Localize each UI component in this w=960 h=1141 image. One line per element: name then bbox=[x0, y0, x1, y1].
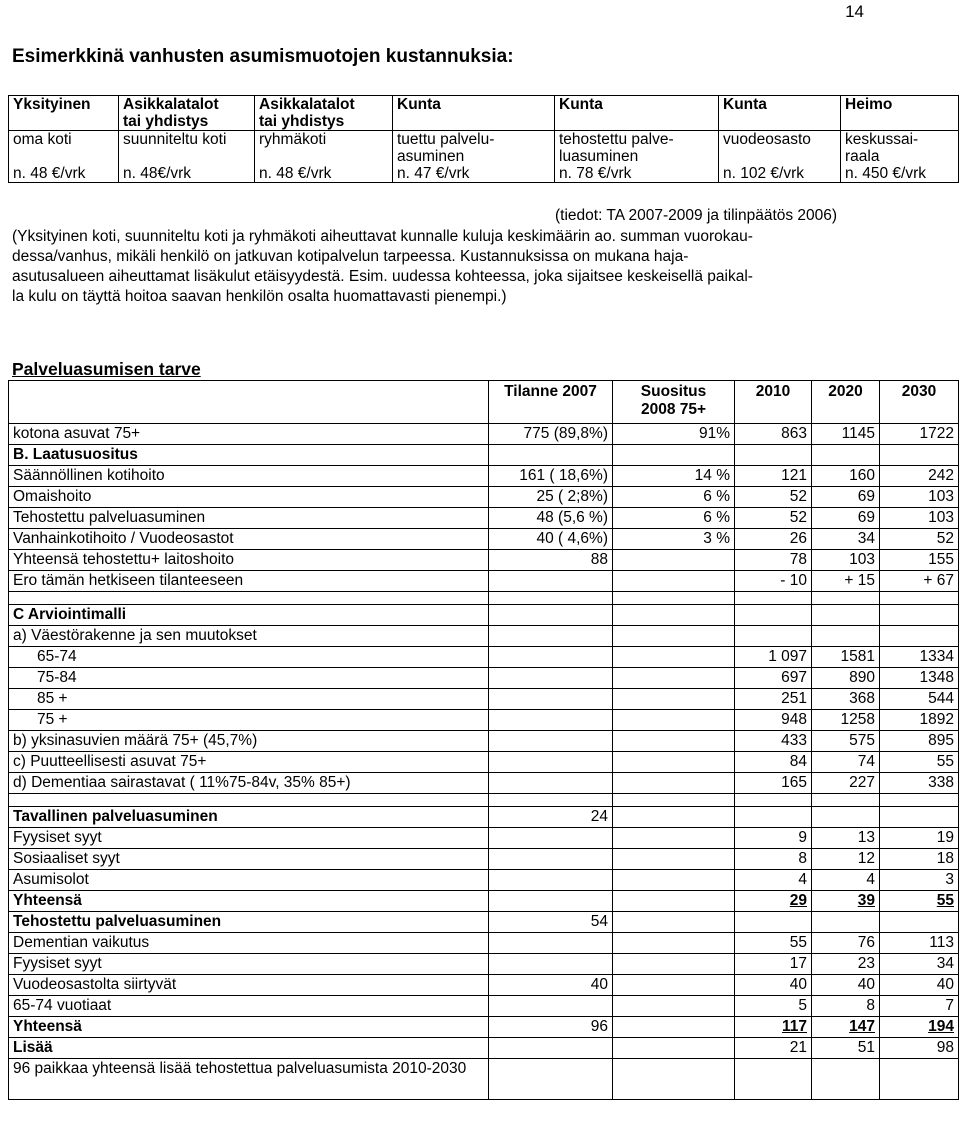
cost-note bbox=[12, 227, 952, 307]
cell-s: 91% bbox=[613, 424, 735, 445]
header-suositus-line2: 2008 75+ bbox=[640, 401, 707, 418]
row-label: Lisää bbox=[9, 1038, 489, 1059]
cell-a: 52 bbox=[735, 487, 812, 508]
cell-t bbox=[489, 647, 613, 668]
cell-t bbox=[489, 592, 613, 605]
cell-a: 121 bbox=[735, 466, 812, 487]
cost-type bbox=[393, 131, 555, 166]
cell-t bbox=[489, 731, 613, 752]
cell-b: 368 bbox=[812, 689, 880, 710]
cell-c: 1892 bbox=[880, 710, 959, 731]
header-2030: 2030 bbox=[880, 381, 959, 424]
table-row bbox=[9, 647, 959, 668]
cell-s bbox=[613, 689, 735, 710]
table-row bbox=[9, 807, 959, 828]
header-tilanne: Tilanne 2007 bbox=[489, 381, 613, 424]
cell-b: 160 bbox=[812, 466, 880, 487]
table-row bbox=[9, 550, 959, 571]
section-title: Palveluasumisen tarve bbox=[12, 359, 201, 379]
cost-value: n. 78 €/vrk bbox=[555, 165, 719, 183]
cell-b: 1145 bbox=[812, 424, 880, 445]
row-label: Dementian vaikutus bbox=[9, 933, 489, 954]
cost-table-types bbox=[9, 131, 959, 166]
cell-s bbox=[613, 592, 735, 605]
cell-s bbox=[613, 807, 735, 828]
cell-t: 161 ( 18,6%) bbox=[489, 466, 613, 487]
row-label bbox=[9, 794, 489, 807]
cell-a: 117 bbox=[735, 1017, 812, 1038]
cost-type-line1: tehostettu palve- bbox=[559, 131, 674, 148]
need-table-header bbox=[9, 381, 959, 424]
cell-a bbox=[735, 794, 812, 807]
cell-t bbox=[489, 870, 613, 891]
cost-table-costs bbox=[9, 165, 959, 183]
table-row bbox=[9, 752, 959, 773]
cell-s bbox=[613, 1059, 735, 1100]
cell-b: 51 bbox=[812, 1038, 880, 1059]
row-label: Ero tämän hetkiseen tilanteeseen bbox=[9, 571, 489, 592]
cell-c bbox=[880, 794, 959, 807]
cell-s bbox=[613, 996, 735, 1017]
row-label: Yhteensä tehostettu+ laitoshoito bbox=[9, 550, 489, 571]
need-table bbox=[8, 380, 959, 1100]
cost-provider bbox=[841, 96, 959, 131]
cell-c: 1348 bbox=[880, 668, 959, 689]
row-label: Säännöllinen kotihoito bbox=[9, 466, 489, 487]
cell-a: 29 bbox=[735, 891, 812, 912]
cost-type bbox=[9, 131, 119, 166]
cell-s bbox=[613, 647, 735, 668]
cell-c: 34 bbox=[880, 954, 959, 975]
cell-b: 74 bbox=[812, 752, 880, 773]
cell-c: 103 bbox=[880, 487, 959, 508]
table-row bbox=[9, 731, 959, 752]
cell-t bbox=[489, 794, 613, 807]
cell-b: 890 bbox=[812, 668, 880, 689]
cell-s bbox=[613, 954, 735, 975]
cell-t bbox=[489, 773, 613, 794]
cell-c: 7 bbox=[880, 996, 959, 1017]
cell-c: 895 bbox=[880, 731, 959, 752]
cell-c bbox=[880, 592, 959, 605]
cell-a bbox=[735, 445, 812, 466]
row-label: 65-74 bbox=[9, 647, 489, 668]
cell-a: 52 bbox=[735, 508, 812, 529]
cost-provider bbox=[393, 96, 555, 131]
cell-a: 5 bbox=[735, 996, 812, 1017]
row-label: 85 + bbox=[9, 689, 489, 710]
cost-provider-line1: Heimo bbox=[845, 96, 893, 113]
cell-t: 54 bbox=[489, 912, 613, 933]
cell-t bbox=[489, 689, 613, 710]
cell-b bbox=[812, 807, 880, 828]
table-row bbox=[9, 1038, 959, 1059]
cell-b bbox=[812, 912, 880, 933]
cell-b: 39 bbox=[812, 891, 880, 912]
cell-t bbox=[489, 954, 613, 975]
table-row bbox=[9, 1017, 959, 1038]
cell-t bbox=[489, 933, 613, 954]
cell-t bbox=[489, 828, 613, 849]
page-number: 14 bbox=[845, 2, 864, 21]
cell-s bbox=[613, 891, 735, 912]
cell-b: + 15 bbox=[812, 571, 880, 592]
row-label: Vuodeosastolta siirtyvät bbox=[9, 975, 489, 996]
cell-b bbox=[812, 445, 880, 466]
row-label: a) Väestörakenne ja sen muutokset bbox=[9, 626, 489, 647]
header-suositus bbox=[613, 381, 735, 424]
cell-b: 23 bbox=[812, 954, 880, 975]
cell-t bbox=[489, 445, 613, 466]
cell-s: 14 % bbox=[613, 466, 735, 487]
cell-a: 251 bbox=[735, 689, 812, 710]
table-row bbox=[9, 794, 959, 807]
cell-b bbox=[812, 592, 880, 605]
cell-c bbox=[880, 626, 959, 647]
table-row bbox=[9, 605, 959, 626]
cost-provider-line1: Asikkalatalot bbox=[259, 96, 355, 113]
cell-b bbox=[812, 605, 880, 626]
cell-b: 1581 bbox=[812, 647, 880, 668]
cell-s bbox=[613, 710, 735, 731]
cost-type-line1: ryhmäkoti bbox=[259, 131, 327, 148]
cell-c: 3 bbox=[880, 870, 959, 891]
cell-b: 69 bbox=[812, 508, 880, 529]
cell-c: 242 bbox=[880, 466, 959, 487]
header-2010: 2010 bbox=[735, 381, 812, 424]
cost-table bbox=[8, 95, 959, 183]
cell-b: 575 bbox=[812, 731, 880, 752]
cell-s: 6 % bbox=[613, 487, 735, 508]
cell-c: 338 bbox=[880, 773, 959, 794]
table-row bbox=[9, 954, 959, 975]
cell-a bbox=[735, 605, 812, 626]
table-row bbox=[9, 710, 959, 731]
row-label: b) yksinasuvien määrä 75+ (45,7%) bbox=[9, 731, 489, 752]
cell-b: 4 bbox=[812, 870, 880, 891]
cell-b: 13 bbox=[812, 828, 880, 849]
cell-c: 155 bbox=[880, 550, 959, 571]
cell-c: 52 bbox=[880, 529, 959, 550]
row-label: Yhteensä bbox=[9, 891, 489, 912]
cell-a: 17 bbox=[735, 954, 812, 975]
note-line: asutusalueen aiheuttamat lisäkulut etäisyydestä. Esim. uudessa kohteessa, joka sijaitsee keskeisellä paikal- bbox=[12, 268, 753, 285]
cell-t bbox=[489, 891, 613, 912]
cell-b: 40 bbox=[812, 975, 880, 996]
cell-a: 21 bbox=[735, 1038, 812, 1059]
cell-b: 227 bbox=[812, 773, 880, 794]
cell-c: 55 bbox=[880, 752, 959, 773]
cost-provider-line1: Kunta bbox=[559, 96, 603, 113]
cell-s bbox=[613, 571, 735, 592]
table-row bbox=[9, 689, 959, 710]
cell-t bbox=[489, 668, 613, 689]
cell-c: 113 bbox=[880, 933, 959, 954]
cell-t bbox=[489, 571, 613, 592]
cell-c bbox=[880, 445, 959, 466]
cost-source: (tiedot: TA 2007-2009 ja tilinpäätös 2006) bbox=[555, 207, 838, 224]
cell-a: 697 bbox=[735, 668, 812, 689]
cost-provider bbox=[119, 96, 255, 131]
table-row bbox=[9, 487, 959, 508]
cost-type bbox=[719, 131, 841, 166]
cell-s bbox=[613, 975, 735, 996]
cell-a: 84 bbox=[735, 752, 812, 773]
note-line: la kulu on täyttä hoitoa saavan henkilön osalta huomattavasti pienempi.) bbox=[12, 288, 507, 305]
cell-c: 98 bbox=[880, 1038, 959, 1059]
header-suositus-line1: Suositus bbox=[640, 383, 707, 400]
table-row bbox=[9, 592, 959, 605]
cell-c bbox=[880, 605, 959, 626]
row-label: kotona asuvat 75+ bbox=[9, 424, 489, 445]
cost-provider-line1: Kunta bbox=[397, 96, 441, 113]
cell-b: 34 bbox=[812, 529, 880, 550]
table-row bbox=[9, 912, 959, 933]
cell-t bbox=[489, 710, 613, 731]
cell-a: 8 bbox=[735, 849, 812, 870]
cell-t bbox=[489, 849, 613, 870]
table-row bbox=[9, 508, 959, 529]
cell-s bbox=[613, 731, 735, 752]
cell-t: 40 ( 4,6%) bbox=[489, 529, 613, 550]
cell-a: - 10 bbox=[735, 571, 812, 592]
cost-provider-line2: tai yhdistys bbox=[123, 113, 209, 130]
cost-type-line2: raala bbox=[845, 148, 880, 165]
cell-c: 18 bbox=[880, 849, 959, 870]
row-label: 65-74 vuotiaat bbox=[9, 996, 489, 1017]
cost-provider-line1: Yksityinen bbox=[13, 96, 91, 113]
cell-s bbox=[613, 849, 735, 870]
cell-s bbox=[613, 1038, 735, 1059]
cell-b: 103 bbox=[812, 550, 880, 571]
cell-s bbox=[613, 668, 735, 689]
cell-b: 12 bbox=[812, 849, 880, 870]
cost-provider-line1: Kunta bbox=[723, 96, 767, 113]
cost-provider bbox=[719, 96, 841, 131]
table-row bbox=[9, 424, 959, 445]
cost-type bbox=[841, 131, 959, 166]
table-row bbox=[9, 975, 959, 996]
row-label: Asumisolot bbox=[9, 870, 489, 891]
cost-value: n. 47 €/vrk bbox=[393, 165, 555, 183]
cell-t: 775 (89,8%) bbox=[489, 424, 613, 445]
table-row bbox=[9, 668, 959, 689]
cost-value: n. 450 €/vrk bbox=[841, 165, 959, 183]
cell-s bbox=[613, 605, 735, 626]
cell-c: + 67 bbox=[880, 571, 959, 592]
row-label: c) Puutteellisesti asuvat 75+ bbox=[9, 752, 489, 773]
cell-b bbox=[812, 1059, 880, 1100]
cell-s bbox=[613, 912, 735, 933]
cell-s bbox=[613, 870, 735, 891]
cost-table-header bbox=[9, 96, 959, 131]
cell-s bbox=[613, 773, 735, 794]
row-label: 75 + bbox=[9, 710, 489, 731]
cell-a: 55 bbox=[735, 933, 812, 954]
cost-value: n. 102 €/vrk bbox=[719, 165, 841, 183]
row-label bbox=[9, 592, 489, 605]
cost-type-line1: oma koti bbox=[13, 131, 72, 148]
cell-a: 948 bbox=[735, 710, 812, 731]
table-row bbox=[9, 933, 959, 954]
cell-c: 194 bbox=[880, 1017, 959, 1038]
cost-value: n. 48€/vrk bbox=[119, 165, 255, 183]
cell-t: 88 bbox=[489, 550, 613, 571]
cost-provider bbox=[555, 96, 719, 131]
cell-t: 48 (5,6 %) bbox=[489, 508, 613, 529]
cost-type-line2: asuminen bbox=[397, 148, 465, 165]
cell-s bbox=[613, 828, 735, 849]
row-label: Tehostettu palveluasuminen bbox=[9, 508, 489, 529]
row-label: Tehostettu palveluasuminen bbox=[9, 912, 489, 933]
cost-type-line1: tuettu palvelu- bbox=[397, 131, 495, 148]
cell-c: 19 bbox=[880, 828, 959, 849]
cell-t: 25 ( 2;8%) bbox=[489, 487, 613, 508]
cost-provider-line1: Asikkalatalot bbox=[123, 96, 219, 113]
cell-a bbox=[735, 1059, 812, 1100]
cell-t bbox=[489, 1038, 613, 1059]
cost-type bbox=[119, 131, 255, 166]
cell-a: 9 bbox=[735, 828, 812, 849]
cell-a: 40 bbox=[735, 975, 812, 996]
cell-a: 26 bbox=[735, 529, 812, 550]
cell-t: 40 bbox=[489, 975, 613, 996]
cell-a: 78 bbox=[735, 550, 812, 571]
cell-b: 147 bbox=[812, 1017, 880, 1038]
row-label: Omaishoito bbox=[9, 487, 489, 508]
row-label: C Arviointimalli bbox=[9, 605, 489, 626]
table-row bbox=[9, 445, 959, 466]
cell-t bbox=[489, 996, 613, 1017]
table-row bbox=[9, 870, 959, 891]
cell-a: 1 097 bbox=[735, 647, 812, 668]
cell-t bbox=[489, 752, 613, 773]
cell-t bbox=[489, 605, 613, 626]
cell-s: 3 % bbox=[613, 529, 735, 550]
cell-a: 433 bbox=[735, 731, 812, 752]
cell-c: 544 bbox=[880, 689, 959, 710]
cost-provider-line2: tai yhdistys bbox=[259, 113, 345, 130]
note-line: dessa/vanhus, mikäli henkilö on jatkuvan kotipalvelun tarpeessa. Kustannuksissa on mukana haja- bbox=[12, 248, 689, 265]
table-row bbox=[9, 828, 959, 849]
cell-t: 96 bbox=[489, 1017, 613, 1038]
cell-c bbox=[880, 807, 959, 828]
cell-b: 69 bbox=[812, 487, 880, 508]
cell-s bbox=[613, 445, 735, 466]
row-label: B. Laatusuositus bbox=[9, 445, 489, 466]
row-label: d) Dementiaa sairastavat ( 11%75-84v, 35% 85+) bbox=[9, 773, 489, 794]
cell-c: 1722 bbox=[880, 424, 959, 445]
table-row bbox=[9, 626, 959, 647]
cell-s bbox=[613, 794, 735, 807]
cell-s bbox=[613, 626, 735, 647]
page-title: Esimerkkinä vanhusten asumismuotojen kustannuksia: bbox=[12, 46, 514, 67]
cell-t: 24 bbox=[489, 807, 613, 828]
cell-s bbox=[613, 550, 735, 571]
table-row bbox=[9, 571, 959, 592]
cell-c: 1334 bbox=[880, 647, 959, 668]
cell-s bbox=[613, 1017, 735, 1038]
cell-a bbox=[735, 807, 812, 828]
row-label: 75-84 bbox=[9, 668, 489, 689]
cell-b: 1258 bbox=[812, 710, 880, 731]
row-label: Sosiaaliset syyt bbox=[9, 849, 489, 870]
cell-s: 6 % bbox=[613, 508, 735, 529]
table-row bbox=[9, 849, 959, 870]
cell-b: 76 bbox=[812, 933, 880, 954]
cost-type-line1: keskussai- bbox=[845, 131, 919, 148]
cell-a bbox=[735, 912, 812, 933]
cost-value: n. 48 €/vrk bbox=[255, 165, 393, 183]
cost-provider bbox=[255, 96, 393, 131]
row-label: Tavallinen palveluasuminen bbox=[9, 807, 489, 828]
cell-c: 55 bbox=[880, 891, 959, 912]
cost-type bbox=[555, 131, 719, 166]
header-empty bbox=[9, 381, 489, 424]
cell-a bbox=[735, 592, 812, 605]
cost-provider bbox=[9, 96, 119, 131]
header-2020: 2020 bbox=[812, 381, 880, 424]
cell-b bbox=[812, 626, 880, 647]
cell-c bbox=[880, 912, 959, 933]
table-row bbox=[9, 891, 959, 912]
cell-c: 40 bbox=[880, 975, 959, 996]
cost-value: n. 48 €/vrk bbox=[9, 165, 119, 183]
cell-a: 165 bbox=[735, 773, 812, 794]
cell-b bbox=[812, 794, 880, 807]
row-label: 96 paikkaa yhteensä lisää tehostettua palveluasumista 2010-2030 bbox=[9, 1059, 489, 1100]
table-row bbox=[9, 466, 959, 487]
cell-s bbox=[613, 752, 735, 773]
cost-type bbox=[255, 131, 393, 166]
cell-c bbox=[880, 1059, 959, 1100]
cell-t bbox=[489, 626, 613, 647]
cost-type-line1: suunniteltu koti bbox=[123, 131, 227, 148]
cell-a bbox=[735, 626, 812, 647]
cell-s bbox=[613, 933, 735, 954]
note-line: (Yksityinen koti, suunniteltu koti ja ryhmäkoti aiheuttavat kunnalle kuluja keskimäärin ao. summan vuorokau- bbox=[12, 228, 753, 245]
table-row bbox=[9, 529, 959, 550]
table-row bbox=[9, 1059, 959, 1100]
cell-t bbox=[489, 1059, 613, 1100]
cost-type-line2: luasuminen bbox=[559, 148, 639, 165]
cell-a: 863 bbox=[735, 424, 812, 445]
table-row bbox=[9, 773, 959, 794]
row-label: Yhteensä bbox=[9, 1017, 489, 1038]
cost-type-line1: vuodeosasto bbox=[723, 131, 811, 148]
table-row bbox=[9, 996, 959, 1017]
row-label: Fyysiset syyt bbox=[9, 954, 489, 975]
cell-b: 8 bbox=[812, 996, 880, 1017]
cell-c: 103 bbox=[880, 508, 959, 529]
row-label: Vanhainkotihoito / Vuodeosastot bbox=[9, 529, 489, 550]
cell-a: 4 bbox=[735, 870, 812, 891]
row-label: Fyysiset syyt bbox=[9, 828, 489, 849]
